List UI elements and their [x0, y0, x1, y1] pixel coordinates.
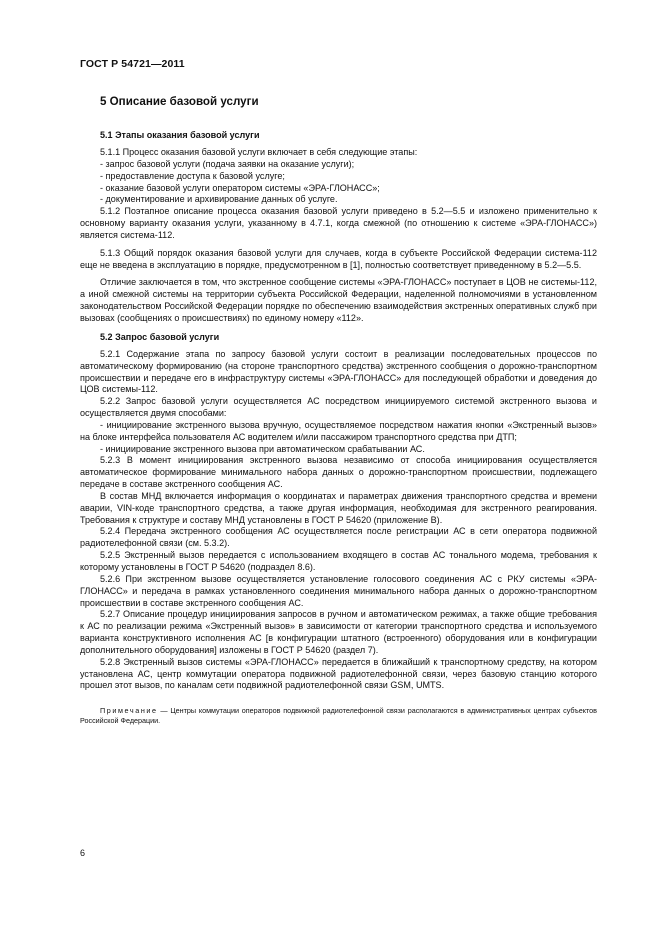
paragraph: 5.2.7 Описание процедур инициирования запросов в ручном и автоматическом режимах, а также общие требования к АС по реализации режима «Экстренный вызов» в зависимости от категории транспортного средства и используемого варианта конструктивного исполнения АС [в конфигурации штатного (встроенного) оборудования или в конфигурации дополнительного оборудования] изложены в ГОСТ Р 54620 (раздел 7). [80, 609, 597, 655]
paragraph: 5.2.4 Передача экстренного сообщения АС осуществляется после регистрации АС в сети оператора подвижной радиотелефонной связи (см. 5.3.2). [80, 526, 597, 549]
paragraph: 5.1.1 Процесс оказания базовой услуги включает в себя следующие этапы: [100, 147, 418, 157]
paragraph: 5.2.1 Содержание этапа по запросу базовой услуги состоит в реализации последовательных процессов по автоматическому формированию (на стороне транспортного средства) экстренного сообщения о дорожно-транспортном происшествии и передаче его в инфраструктуру системы «ЭРА-ГЛОНАСС» для последующей обработки и доведения до ЦОВ системы-112. [80, 348, 597, 395]
paragraph: В состав МНД включается информация о координатах и параметрах движения транспортного средства и времени аварии, VIN-коде транспортного средства, а также другая информация, необходимая для экстренного реагирования. Требования к структуре и составу МНД установлены в ГОСТ Р 54620 (приложение В). [80, 490, 597, 525]
subsection-title: 5.2 Запрос базовой услуги [100, 331, 220, 342]
paragraph: 5.2.2 Запрос базовой услуги осуществляется АС посредством инициируемого системой экстренного вызова и осуществляется двумя способами: [80, 396, 597, 419]
paragraph: 5.2.8 Экстренный вызов системы «ЭРА-ГЛОНАСС» передается в ближайший к транспортному средству, на котором установлена АС, центр коммутации оператора подвижной радиотелефонной связи, через базовую станцию которого прошел этот вызов, по каналам сети подвижной радиотелефонной связи GSM, UMTS. [80, 656, 597, 691]
paragraph: 5.2.6 При экстренном вызове осуществляется установление голосового соединения АС с РКУ системы «ЭРА-ГЛОНАСС» и передача в рамках установленного соединения минимального набора данных о дорожно-транспортном происшествии в составе экстренного сообщения АС. [80, 573, 597, 608]
page-number: 6 [80, 848, 86, 858]
list-item: - оказание базовой услуги оператором системы «ЭРА-ГЛОНАСС»; [100, 182, 380, 193]
note-label: Примечание [100, 706, 158, 716]
paragraph: Отличие заключается в том, что экстренное сообщение системы «ЭРА-ГЛОНАСС» поступает в ЦОВ не системы-112, а иной смежной системы на территории субъекта Российской Федерации, наделенной полномочиями в установленном законодательством Российской Федерации порядке по обеспечению взаимодействия экстренных оперативных служб при вызовах (сообщениях о происшествиях) по единому номеру «112». [80, 277, 597, 323]
list-item: - инициирование экстренного вызова вручную, осуществляемое посредством нажатия кнопки «Экстренный вызов» на блоке интерфейса пользователя АС водителем и/или пассажиром транспортного средства при ДТП; [80, 419, 597, 442]
paragraph: 5.2.3 В момент инициирования экстренного вызова независимо от способа инициирования осуществляется автоматическое формирование минимального набора данных о дорожно-транспортном происшествии, подлежащего передаче в составе экстренного сообщения АС. [80, 455, 597, 490]
note [80, 706, 597, 726]
subsection-title: 5.1 Этапы оказания базовой услуги [100, 130, 260, 140]
list-item: - инициирование экстренного вызова при автоматическом срабатывании АС. [100, 443, 425, 454]
note-text: — Центры коммутации операторов подвижной радиотелефонной связи располагаются в административных центрах субъектов Российской Федерации. [80, 706, 597, 726]
list-item: - запрос базовой услуги (подача заявки на оказание услуги); [100, 158, 355, 169]
paragraph: 5.1.3 Общий порядок оказания базовой услуги для случаев, когда в субъекте Российской Федерации система-112 еще не введена в эксплуатацию в порядке, предусмотренном в [1], полностью соответствует приведенному в 5.2—5.5. [80, 247, 597, 270]
document-body [80, 95, 597, 726]
list-item: - предоставление доступа к базовой услуге; [100, 170, 285, 181]
list-item: - документирование и архивирование данных об услуге. [100, 194, 338, 205]
document-code-header: ГОСТ Р 54721—2011 [80, 58, 185, 70]
paragraph: 5.2.5 Экстренный вызов передается с использованием входящего в состав АС тонального модема, требования к которому установлены в ГОСТ Р 54620 (подраздел 8.6). [80, 550, 597, 572]
section-title: 5 Описание базовой услуги [100, 95, 259, 108]
paragraph: 5.1.2 Поэтапное описание процесса оказания базовой услуги приведено в 5.2—5.5 и изложено применительно к основному варианту оказания услуги, указанному в 4.7.1, когда смежной (по отношению к системе «ЭРА-ГЛОНАСС») является система-112. [80, 206, 597, 240]
